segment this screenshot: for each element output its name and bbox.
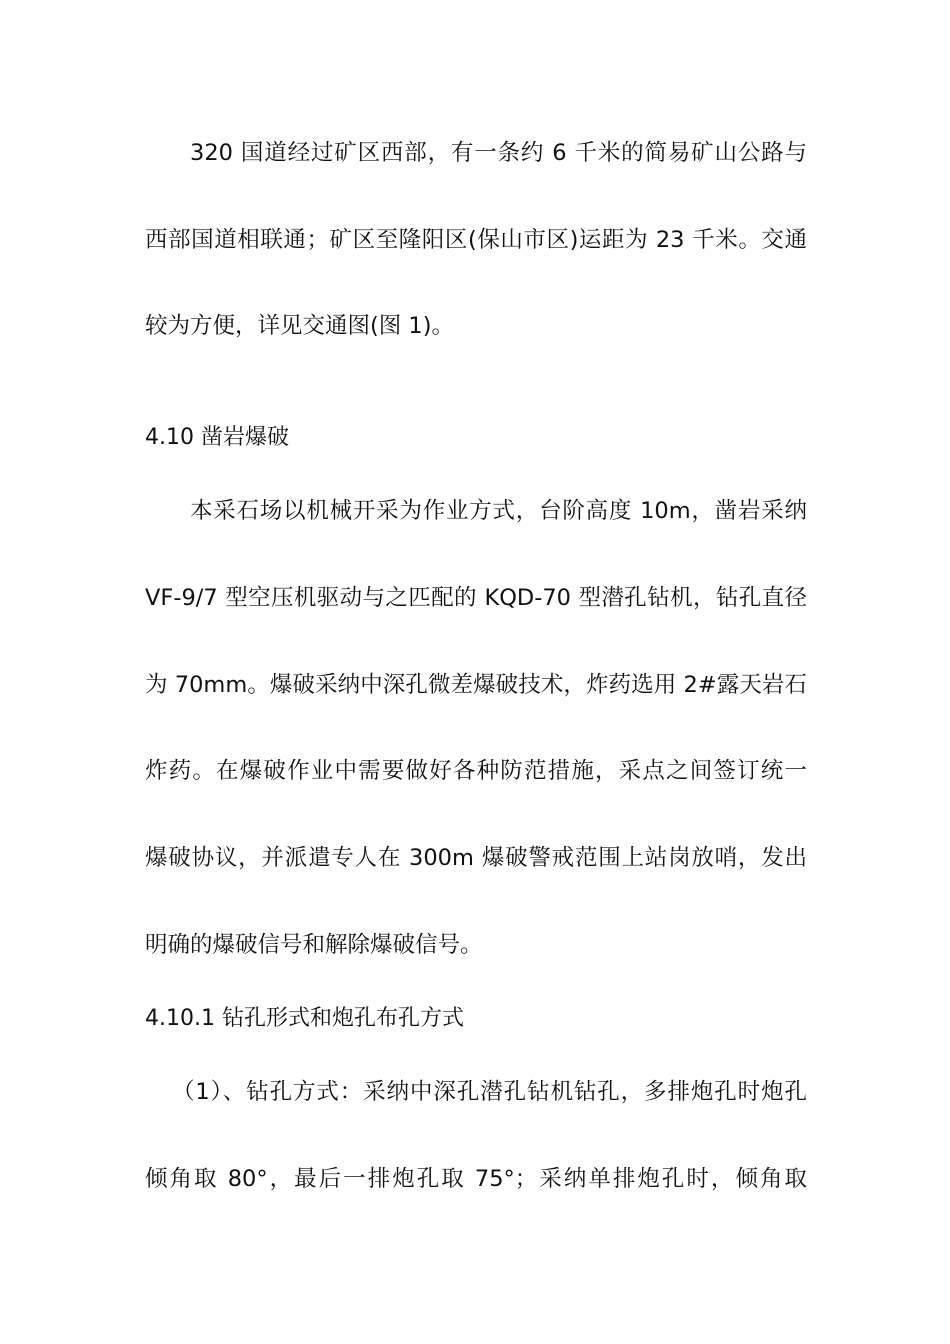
paragraph-line: 炸药。在爆破作业中需要做好各种防范措施，采点之间签订统一 [145,758,807,784]
paragraph-line: VF-9/7 型空压机驱动与之匹配的 KQD-70 型潜孔钻机，钻孔直径 [145,585,807,611]
paragraph-line: （1）、钻孔方式：采纳中深孔潜孔钻机钻孔，多排炮孔时炮孔 [172,1079,807,1105]
paragraph-line: 倾角取 80°，最后一排炮孔取 75°；采纳单排炮孔时，倾角取 [145,1166,807,1192]
paragraph-line: 本采石场以机械开采为作业方式，台阶高度 10m，凿岩采纳 [190,498,807,524]
paragraph-line: 320 国道经过矿区西部，有一条约 6 千米的简易矿山公路与 [190,140,807,166]
subsection-heading: 4.10.1 钻孔形式和炮孔布孔方式 [145,1006,464,1031]
paragraph-line: 为 70mm。爆破采纳中深孔微差爆破技术，炸药选用 2#露天岩石 [145,672,807,698]
paragraph-line: 西部国道相联通；矿区至隆阳区(保山市区)运距为 23 千米。交通 [145,227,807,253]
section-heading: 4.10 凿岩爆破 [145,425,289,450]
paragraph-line: 明确的爆破信号和解除爆破信号。 [145,932,483,958]
paragraph-line: 较为方便，详见交通图(图 1)。 [145,313,455,339]
paragraph-line: 爆破协议，并派遣专人在 300m 爆破警戒范围上站岗放哨，发出 [145,845,807,871]
